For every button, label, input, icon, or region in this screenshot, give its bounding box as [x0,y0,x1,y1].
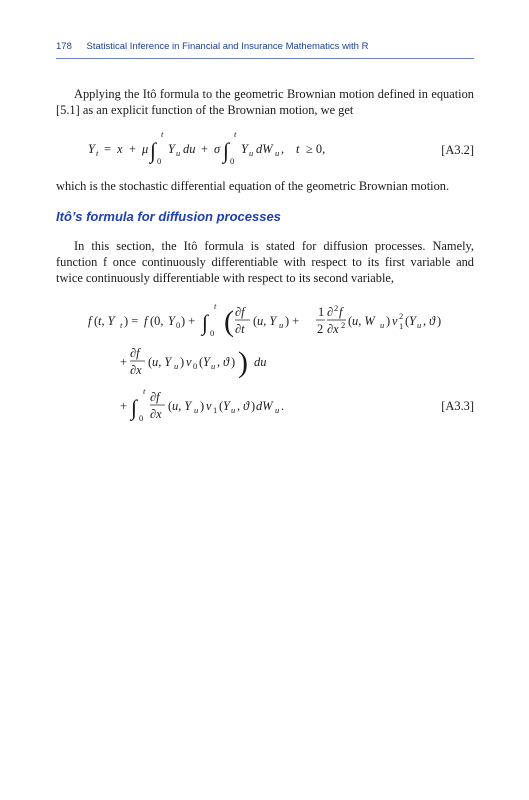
svg-text:x: x [117,142,123,156]
svg-text:u: u [176,148,181,158]
svg-text:t: t [96,148,99,158]
svg-text:(: ( [94,314,99,328]
svg-text:f: f [144,314,148,328]
svg-text:∂f: ∂f [235,305,245,319]
svg-text:u, W: u, W [352,314,375,328]
svg-text:σ: σ [214,142,221,156]
svg-text:2: 2 [341,320,346,330]
svg-text:0: 0 [139,413,144,423]
running-header [56,41,474,52]
svg-text:): ) [200,399,205,413]
svg-text:∫: ∫ [131,395,138,420]
svg-text:(: ( [199,355,204,369]
svg-text:t: t [161,129,164,139]
svg-text:≥ 0,: ≥ 0, [306,142,326,156]
svg-text:∫: ∫ [202,310,209,335]
svg-text:u: u [231,405,236,415]
intro-paragraph: Applying the Itô formula to the geometric Brownian motion defined in equation [5.1] as an explicit function of the Brownian motion, we get [56,87,474,117]
svg-text:(: ( [168,399,173,413]
svg-text:) +: ) + [285,314,300,328]
svg-text:u, Y: u, Y [152,355,172,369]
svg-text:dW: dW [256,142,273,156]
svg-text:∂: ∂ [327,305,334,319]
svg-text:∂t: ∂t [235,322,245,336]
svg-text:u, Y: u, Y [257,314,277,328]
svg-text:Y: Y [241,142,248,156]
svg-text:∂x: ∂x [150,407,162,421]
svg-text:u: u [194,405,199,415]
svg-text:2: 2 [399,311,404,321]
svg-text:1: 1 [399,321,404,331]
svg-text:,: , [217,355,221,369]
svg-text:): ) [437,314,442,328]
svg-text:t: t [143,386,146,396]
svg-text:): ) [231,355,236,369]
svg-text:Y: Y [168,314,175,328]
svg-text:,: , [237,399,241,413]
svg-text:0: 0 [230,156,235,166]
svg-text:t: t [214,301,217,311]
svg-text:) +: ) + [181,314,196,328]
section-heading: Itô’s formula for diffusion processes [56,209,281,224]
svg-text:t, Y: t, Y [98,314,115,328]
svg-text:ϑ: ϑ [223,355,230,369]
svg-text:,: , [281,142,285,156]
svg-text:0: 0 [193,361,198,371]
svg-text:u: u [275,148,280,158]
svg-text:∂f: ∂f [150,390,160,404]
svg-text:∂f: ∂f [130,346,140,360]
svg-text:v: v [186,355,192,369]
svg-text:∫: ∫ [150,138,157,163]
svg-text:1: 1 [318,305,325,319]
svg-text:0: 0 [176,320,181,330]
svg-text:(0,: (0, [150,314,164,328]
svg-text:Y: Y [409,314,416,328]
svg-text:,: , [423,314,427,328]
header-rule [56,58,474,59]
svg-text:u: u [249,148,254,158]
svg-text:u: u [279,320,284,330]
svg-text:du: du [254,355,267,369]
svg-text:u, Y: u, Y [172,399,192,413]
svg-text:∂x: ∂x [327,322,339,336]
svg-text:(: ( [348,314,353,328]
svg-text:u: u [380,320,385,330]
svg-text:t: t [234,129,237,139]
svg-text:Y: Y [88,142,95,156]
svg-text:f: f [339,305,343,319]
svg-text:=: = [104,142,111,156]
svg-text:(: ( [253,314,258,328]
svg-text:): ) [386,314,391,328]
svg-text:+: + [120,355,127,369]
svg-text:1: 1 [213,405,218,415]
svg-text:ϑ: ϑ [243,399,250,413]
svg-text:ϑ: ϑ [429,314,436,328]
svg-text:0: 0 [210,328,215,338]
svg-text:v: v [206,399,212,413]
svg-text:+: + [129,142,136,156]
book-title: Statistical Inference in Financial and Insurance Mathematics with R [86,41,369,52]
svg-text:f: f [88,314,92,328]
svg-text:): ) [238,346,248,379]
svg-text:(: ( [148,355,153,369]
svg-text:(: ( [405,314,410,328]
equation-label-a3-3: [A3.3] [441,399,474,413]
svg-text:) =: ) = [124,314,139,328]
svg-text:∂x: ∂x [130,363,142,377]
svg-text:Y: Y [223,399,230,413]
svg-text:2: 2 [334,303,339,313]
svg-text:μ: μ [142,142,149,156]
svg-text:(: ( [224,305,234,338]
svg-text:(: ( [219,399,224,413]
svg-text:.: . [281,399,285,413]
svg-text:∫: ∫ [223,138,230,163]
svg-text:u: u [417,320,422,330]
diffusion-paragraph: In this section, the Itô formula is stated for diffusion processes. Namely, function f once continuously differentiable with respect to its first variable and twice continuously differentiable with respect to its second variable, [56,239,474,285]
svg-text:u: u [275,405,280,415]
svg-text:): ) [251,399,256,413]
svg-text:u: u [211,361,216,371]
svg-text:dW: dW [256,399,273,413]
svg-text:t: t [296,142,300,156]
svg-text:+: + [201,142,208,156]
svg-text:2: 2 [317,322,324,336]
svg-text:t: t [120,320,123,330]
svg-text:v: v [392,314,398,328]
svg-text:0: 0 [157,156,162,166]
svg-text:Y: Y [203,355,210,369]
svg-text:u: u [174,361,179,371]
svg-text:Y: Y [168,142,175,156]
equation-label-a3-2: [A3.2] [441,143,474,157]
svg-text:): ) [180,355,185,369]
page-number: 178 [56,41,72,52]
svg-text:+: + [120,399,127,413]
sde-paragraph: which is the stochastic differential equation of the geometric Brownian motion. [56,179,450,193]
svg-text:du: du [183,142,196,156]
